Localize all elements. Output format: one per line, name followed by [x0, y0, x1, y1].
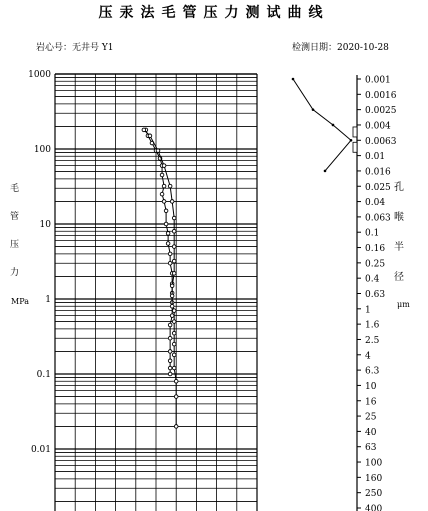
- grid: [55, 74, 257, 511]
- right-tick-label: 25: [365, 412, 377, 423]
- right-tick-label: 0.1: [365, 228, 380, 239]
- data-point: [164, 222, 168, 226]
- data-point: [172, 245, 176, 249]
- right-tick-label: 160: [365, 473, 383, 484]
- right-tick-label: 4: [365, 351, 371, 362]
- data-point: [164, 209, 168, 213]
- y-tick-label: 1000: [28, 70, 51, 80]
- right-tick-label: 0.0025: [365, 106, 397, 117]
- right-tick-label: 0.016: [365, 167, 391, 178]
- data-point: [142, 128, 146, 132]
- distribution-point: [350, 139, 353, 142]
- data-point: [170, 284, 174, 288]
- left-tick-labels: [28, 70, 51, 455]
- data-point: [170, 314, 174, 318]
- right-tick-label: 16: [365, 397, 377, 408]
- data-point: [170, 294, 174, 298]
- right-tick-label: 0.4: [365, 274, 380, 285]
- data-point: [172, 353, 176, 357]
- right-tick-label: 63: [365, 443, 377, 454]
- distribution-bar: [353, 127, 357, 137]
- data-point: [168, 336, 172, 340]
- right-tick-label: 250: [365, 489, 383, 500]
- y-tick-label: 1: [45, 295, 51, 305]
- right-axis-unit: μm: [397, 300, 410, 309]
- data-point: [160, 173, 164, 177]
- data-point: [162, 184, 166, 188]
- right-tick-label: 0.025: [365, 182, 391, 193]
- right-tick-label: 1: [365, 305, 371, 316]
- date-label: 检测日期：2020-10-28: [292, 43, 389, 53]
- distribution-point: [292, 78, 295, 81]
- data-point: [168, 372, 172, 376]
- data-point: [168, 323, 172, 327]
- data-point: [162, 200, 166, 204]
- right-tick-label: 0.004: [365, 121, 391, 132]
- right-axis-char-1: 孔: [394, 182, 404, 193]
- right-tick-label: 400: [365, 504, 383, 511]
- sample-label: 岩心号：无井号 Y1: [36, 43, 114, 53]
- distribution-line: [293, 79, 351, 171]
- data-point: [166, 232, 170, 236]
- left-axis-char-3: 压: [10, 240, 20, 250]
- left-axis-char-4: 力: [10, 268, 20, 278]
- left-axis-unit: MPa: [11, 297, 29, 306]
- right-tick-label: 6.3: [365, 366, 380, 377]
- right-axis-char-3: 半: [394, 242, 404, 253]
- distribution-panel: [292, 78, 357, 173]
- data-point: [172, 272, 176, 276]
- right-tick-label: 1.6: [365, 320, 380, 331]
- data-point: [172, 366, 176, 370]
- left-axis-char-1: 毛: [10, 184, 20, 194]
- data-point: [168, 359, 172, 363]
- data-point: [170, 304, 174, 308]
- right-tick-label: 2.5: [365, 335, 380, 346]
- right-tick-label: 0.16: [365, 244, 386, 255]
- data-point: [160, 192, 164, 196]
- data-point: [168, 350, 172, 354]
- data-point: [172, 309, 176, 313]
- right-axis-char-2: 喉: [394, 212, 404, 223]
- data-point: [162, 164, 166, 168]
- data-point: [172, 216, 176, 220]
- right-tick-label: 0.0016: [365, 90, 397, 101]
- right-tick-label: 40: [365, 427, 377, 438]
- data-point: [168, 184, 172, 188]
- data-point: [172, 342, 176, 346]
- right-tick-label: 0.63: [365, 290, 386, 300]
- right-tick-label: 0.04: [365, 198, 386, 209]
- y-tick-label: 0.01: [30, 445, 51, 455]
- right-axis-char-4: 径: [394, 272, 404, 283]
- data-point: [172, 320, 176, 324]
- distribution-point: [312, 108, 315, 111]
- data-point: [172, 331, 176, 335]
- data-point: [168, 261, 172, 265]
- y-tick-label: 10: [39, 220, 51, 230]
- data-point: [172, 229, 176, 233]
- data-point: [166, 242, 170, 246]
- data-point: [174, 379, 178, 383]
- data-point: [170, 200, 174, 204]
- data-point: [174, 425, 178, 429]
- data-point: [174, 395, 178, 399]
- data-point: [168, 366, 172, 370]
- data-point: [172, 259, 176, 263]
- data-point: [168, 252, 172, 256]
- curves: [142, 128, 178, 428]
- right-tick-label: 100: [365, 458, 383, 469]
- right-tick-label: 10: [365, 381, 377, 392]
- right-tick-label: 0.0063: [365, 136, 397, 147]
- right-tick-label: 0.063: [365, 213, 391, 224]
- distribution-point: [332, 124, 335, 127]
- distribution-bar: [353, 142, 357, 152]
- distribution-point: [324, 170, 327, 173]
- left-axis-char-2: 管: [10, 212, 20, 222]
- data-point: [148, 134, 152, 138]
- right-tick-label: 0.01: [365, 152, 386, 163]
- y-tick-label: 100: [33, 145, 51, 155]
- right-tick-label: 0.25: [365, 259, 386, 270]
- y-tick-label: 0.1: [36, 370, 51, 380]
- data-point: [156, 149, 160, 153]
- right-tick-labels: [357, 75, 397, 511]
- right-tick-label: 0.001: [365, 75, 391, 86]
- chart-title: 压汞法毛管压力测试曲线: [98, 5, 330, 21]
